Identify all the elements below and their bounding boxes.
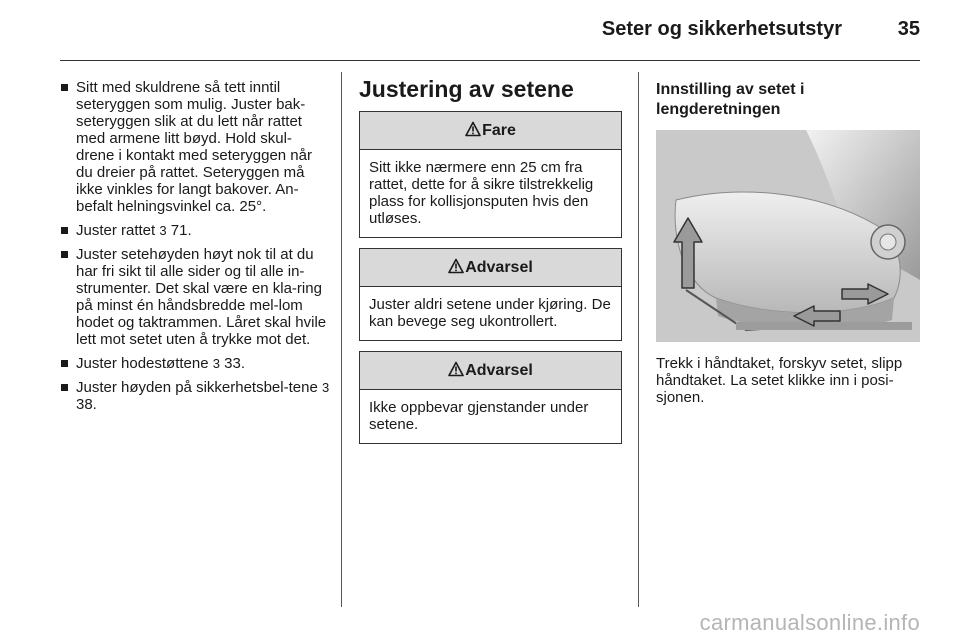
list-item: Juster hodestøttene 3 33. [60,355,330,372]
seat-adjustment-illustration [656,130,920,342]
header-divider [60,60,920,61]
column-left [60,79,330,420]
warning-triangle-icon [448,361,464,377]
column-middle [359,76,622,454]
page-reference[interactable]: 38. [76,396,97,413]
list-item: Juster rattet 3 71. [60,222,330,239]
column-right [656,80,922,406]
page-reference[interactable]: 33. [224,355,246,372]
warning-box [359,248,622,341]
section-title: Justering av setene [359,76,574,102]
column-divider-1 [341,72,342,607]
adjustment-instruction: Trekk i håndtaket, forskyv setet, slipp håndtaket. La setet klikke inn i posi-sjonen. [656,355,903,406]
page-reference[interactable]: 71. [170,222,192,239]
warning-box-text: Juster aldri setene under kjøring. De kan bevege seg ukontrollert. [369,296,611,330]
column-divider-2 [638,72,639,607]
warning-box-heading: Advarsel [360,249,621,287]
warning-triangle-icon [465,121,481,137]
list-item: Sitt med skuldrene så tett inntil seteryggen som mulig. Juster bak-seteryggen slik at du lett når rattet med armene litt bøyd. Hold skul-drene i kontakt med seteryggen når du dreier på rattet. Seteryggen må ikke vinkles for langt bakover. An-befalt helningsvinkel ca. 25°. [60,79,330,215]
warning-box [359,351,622,444]
watermark-text: carmanualsonline.info [699,610,920,635]
danger-box-heading: Fare [360,112,621,150]
subsection-title: Innstilling av setet i lengderetningen [656,81,805,118]
warning-box-heading: Advarsel [360,352,621,390]
page-reference-icon: 3 [321,380,330,395]
danger-box [359,111,622,238]
page-reference-icon: 3 [159,223,167,238]
page-reference-icon: 3 [212,356,220,371]
warning-box-text: Ikke oppbevar gjenstander under setene. [369,399,589,433]
warning-triangle-icon [448,258,464,274]
page-header-title: Seter og sikkerhetsutstyr [601,18,842,40]
list-item: Juster høyden på sikkerhetsbel-tene 3 38. [60,379,330,413]
danger-box-text: Sitt ikke nærmere enn 25 cm fra rattet, dette for å sikre tilstrekkelig plass for kollisjonsputen hvis den utløses. [369,159,594,227]
page-number: 35 [897,18,920,40]
list-item: Juster setehøyden høyt nok til at du har fri sikt til alle sider og til alle in-strumenter. Det skal være en kla-ring på minst én håndsbredde mel-lom hodet og taktrammen. Låret skal hvile lett mot setet uten å trykke mot det. [60,246,330,348]
instruction-list [60,79,330,413]
